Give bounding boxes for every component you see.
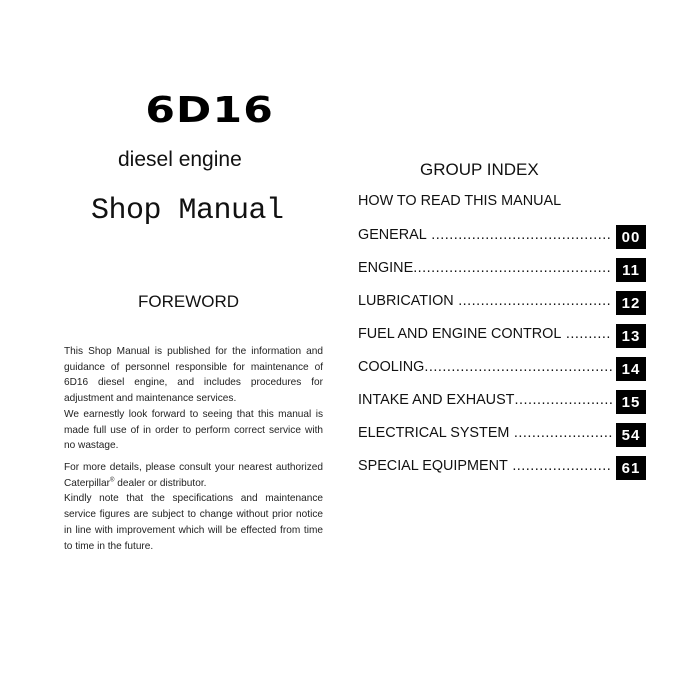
registered-mark: ® bbox=[110, 477, 115, 484]
group-tab[interactable]: 13 bbox=[616, 324, 646, 348]
foreword-text-1a: This Shop Manual is published for the information and guidance of personnel responsible for maintenance of 6D16 diesel engine, and includes procedures for adjustment and maintenance services. bbox=[64, 346, 323, 405]
foreword-text-1b: We earnestly look forward to seeing that this manual is made full use of in order to perform correct service with no wastage. bbox=[64, 408, 323, 452]
group-tab[interactable]: 61 bbox=[616, 456, 646, 480]
index-row-special-equipment[interactable] bbox=[358, 454, 646, 480]
foreword-text-2a bbox=[64, 460, 323, 491]
how-to-read-link[interactable]: HOW TO READ THIS MANUAL bbox=[358, 193, 562, 209]
group-tab[interactable]: 15 bbox=[616, 390, 646, 414]
leader-dots bbox=[509, 425, 612, 441]
index-label: FUEL AND ENGINE CONTROL bbox=[358, 326, 562, 342]
leader-dots bbox=[514, 392, 612, 408]
index-row-cooling[interactable] bbox=[358, 355, 646, 381]
group-tab[interactable]: 12 bbox=[616, 291, 646, 315]
group-tab[interactable]: 14 bbox=[616, 357, 646, 381]
engine-subtitle: diesel engine bbox=[118, 148, 242, 171]
index-label: ELECTRICAL SYSTEM bbox=[358, 425, 510, 441]
leader-dots bbox=[424, 359, 612, 375]
engine-model: 6D16 bbox=[145, 90, 274, 131]
leader-dots bbox=[508, 458, 612, 474]
index-row-general[interactable] bbox=[358, 223, 646, 249]
foreword-heading: FOREWORD bbox=[138, 292, 240, 311]
index-label: GENERAL bbox=[358, 227, 427, 243]
index-label: SPECIAL EQUIPMENT bbox=[358, 458, 508, 474]
leader-dots bbox=[427, 227, 612, 243]
dealer-text: For more details, please consult your nearest authorized Caterpillar bbox=[64, 462, 323, 489]
index-row-electrical-system[interactable] bbox=[358, 421, 646, 447]
index-row-lubrication[interactable] bbox=[358, 289, 646, 315]
leader-dots bbox=[454, 293, 612, 309]
index-label: INTAKE AND EXHAUST bbox=[358, 392, 515, 408]
foreword-paragraph-1 bbox=[64, 344, 323, 454]
leader-dots bbox=[413, 260, 612, 276]
index-row-engine[interactable] bbox=[358, 256, 646, 282]
leader-dots bbox=[561, 326, 612, 342]
manual-title: Shop Manual bbox=[91, 194, 284, 228]
index-label: COOLING bbox=[358, 359, 425, 375]
index-row-fuel-and-engine-control[interactable] bbox=[358, 322, 646, 348]
index-row-intake-and-exhaust[interactable] bbox=[358, 388, 646, 414]
foreword-text-2b: Kindly note that the specifications and maintenance service figures are subject to change without prior notice in line with improvement which will be effected from time to time in the future. bbox=[64, 493, 323, 552]
foreword-paragraph-2 bbox=[64, 460, 323, 554]
group-tab[interactable]: 00 bbox=[616, 225, 646, 249]
group-tab[interactable]: 11 bbox=[616, 258, 646, 282]
group-index-title: GROUP INDEX bbox=[420, 160, 539, 179]
group-tab[interactable]: 54 bbox=[616, 423, 646, 447]
index-label: ENGINE bbox=[358, 260, 414, 276]
index-label: LUBRICATION bbox=[358, 293, 454, 309]
dealer-text-end: dealer or distributor. bbox=[114, 477, 207, 489]
